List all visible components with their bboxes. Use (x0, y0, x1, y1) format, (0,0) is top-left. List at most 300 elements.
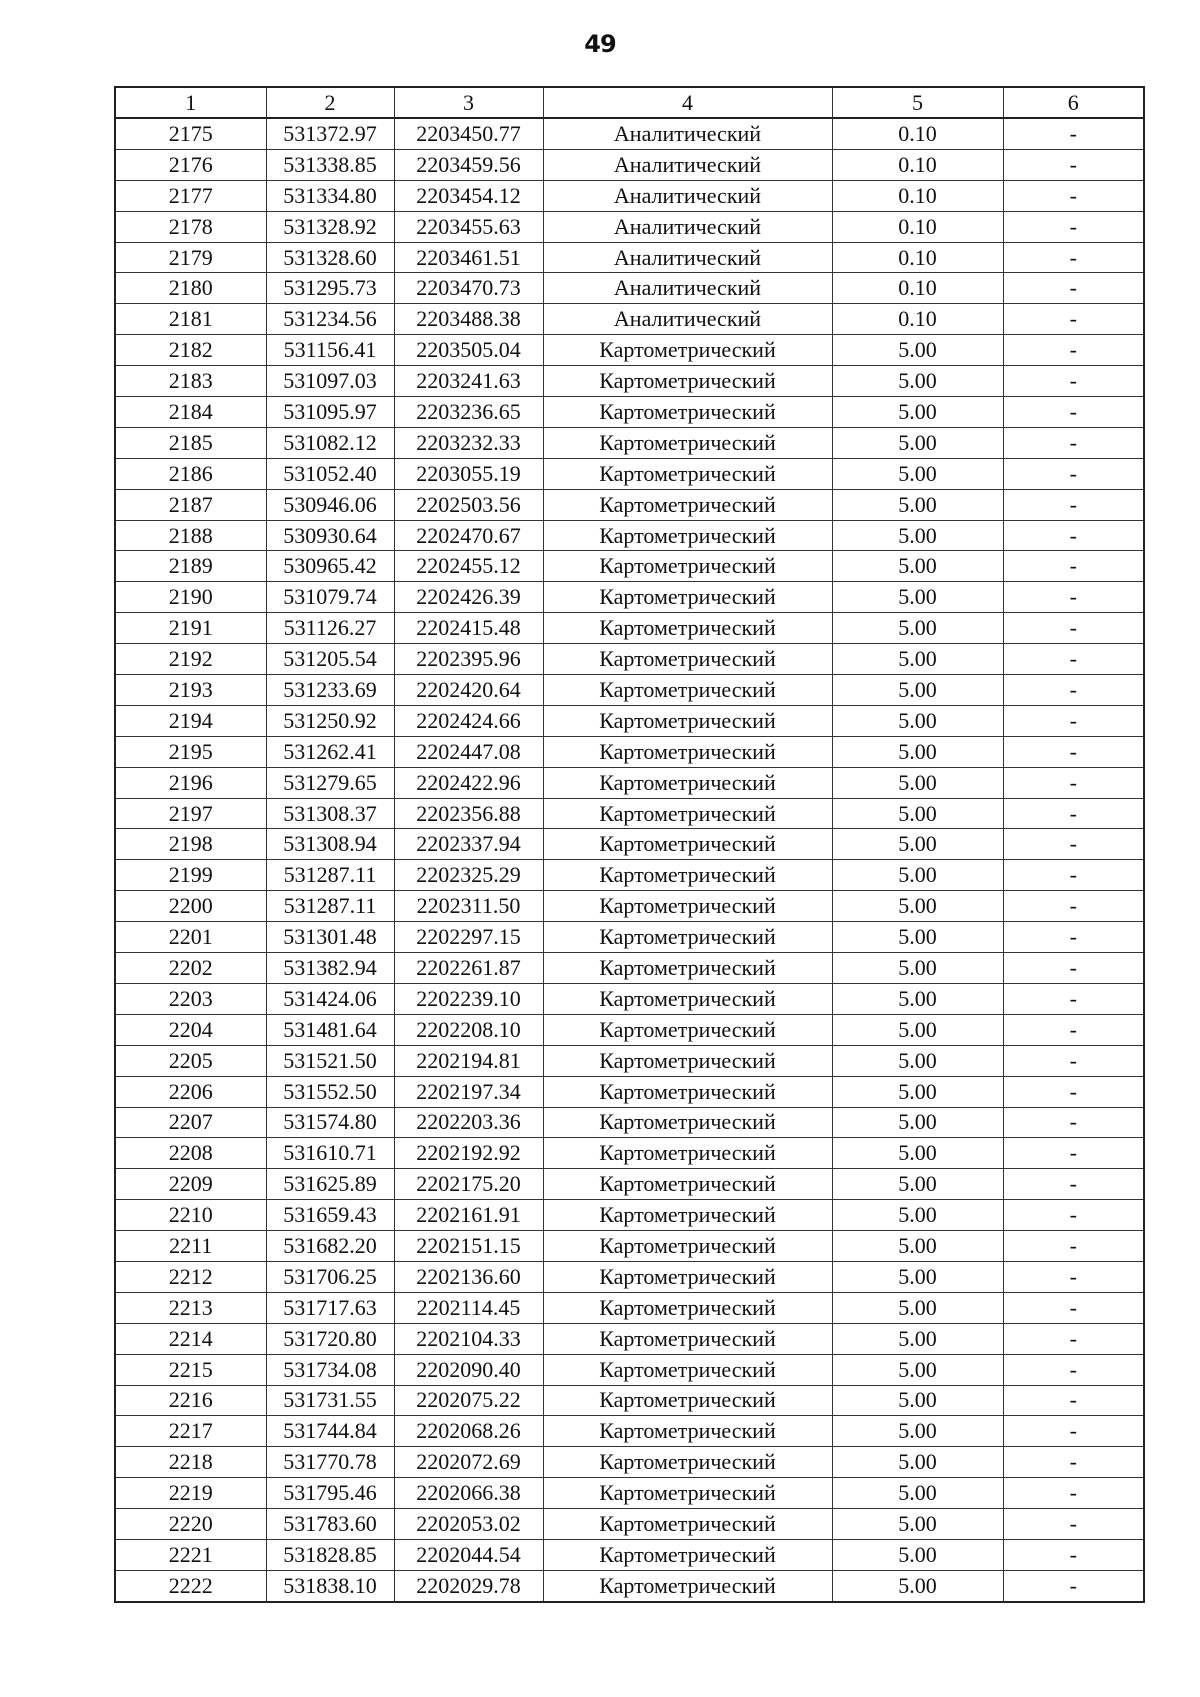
accuracy-cell: 5.00 (832, 1354, 1003, 1385)
accuracy-cell: 5.00 (832, 860, 1003, 891)
y-coordinate-cell: 2202325.29 (394, 860, 543, 891)
table-row (115, 458, 1144, 489)
y-coordinate-cell: 2202239.10 (394, 983, 543, 1014)
y-coordinate-cell: 2202044.54 (394, 1539, 543, 1570)
table-row (115, 1200, 1144, 1231)
accuracy-cell: 5.00 (832, 1231, 1003, 1262)
point-number-cell: 2219 (115, 1478, 266, 1509)
accuracy-cell: 0.10 (832, 242, 1003, 273)
x-coordinate-cell: 531828.85 (266, 1539, 394, 1570)
method-cell: Картометрический (543, 1292, 832, 1323)
method-cell: Картометрический (543, 1323, 832, 1354)
y-coordinate-cell: 2202415.48 (394, 613, 543, 644)
note-cell: - (1003, 242, 1144, 273)
method-cell: Аналитический (543, 118, 832, 149)
table-row (115, 551, 1144, 582)
x-coordinate-cell: 531095.97 (266, 397, 394, 428)
table-row (115, 1045, 1144, 1076)
y-coordinate-cell: 2203488.38 (394, 304, 543, 335)
table-row (115, 1138, 1144, 1169)
method-cell: Картометрический (543, 366, 832, 397)
x-coordinate-cell: 531328.60 (266, 242, 394, 273)
y-coordinate-cell: 2202311.50 (394, 891, 543, 922)
x-coordinate-cell: 531338.85 (266, 149, 394, 180)
note-cell: - (1003, 1261, 1144, 1292)
point-number-cell: 2179 (115, 242, 266, 273)
accuracy-cell: 5.00 (832, 798, 1003, 829)
note-cell: - (1003, 582, 1144, 613)
point-number-cell: 2187 (115, 489, 266, 520)
table-row (115, 983, 1144, 1014)
x-coordinate-cell: 530965.42 (266, 551, 394, 582)
method-cell: Аналитический (543, 149, 832, 180)
method-cell: Картометрический (543, 798, 832, 829)
note-cell: - (1003, 1231, 1144, 1262)
method-cell: Картометрический (543, 736, 832, 767)
method-cell: Картометрический (543, 922, 832, 953)
method-cell: Картометрический (543, 1107, 832, 1138)
note-cell: - (1003, 1323, 1144, 1354)
x-coordinate-cell: 531481.64 (266, 1014, 394, 1045)
table-row (115, 1292, 1144, 1323)
method-cell: Картометрический (543, 1570, 832, 1601)
note-cell: - (1003, 1385, 1144, 1416)
note-cell: - (1003, 1076, 1144, 1107)
note-cell: - (1003, 1014, 1144, 1045)
table-row (115, 1385, 1144, 1416)
point-number-cell: 2207 (115, 1107, 266, 1138)
column-header: 2 (266, 87, 394, 118)
point-number-cell: 2183 (115, 366, 266, 397)
table-row (115, 335, 1144, 366)
accuracy-cell: 5.00 (832, 551, 1003, 582)
point-number-cell: 2182 (115, 335, 266, 366)
table-row (115, 767, 1144, 798)
table-row (115, 211, 1144, 242)
method-cell: Картометрический (543, 489, 832, 520)
point-number-cell: 2192 (115, 644, 266, 675)
table-row (115, 582, 1144, 613)
table-header (115, 87, 1144, 118)
table-row (115, 1107, 1144, 1138)
note-cell: - (1003, 1416, 1144, 1447)
x-coordinate-cell: 531770.78 (266, 1447, 394, 1478)
table-row (115, 705, 1144, 736)
point-number-cell: 2197 (115, 798, 266, 829)
x-coordinate-cell: 531372.97 (266, 118, 394, 149)
method-cell: Картометрический (543, 1076, 832, 1107)
y-coordinate-cell: 2203232.33 (394, 427, 543, 458)
method-cell: Картометрический (543, 705, 832, 736)
accuracy-cell: 5.00 (832, 489, 1003, 520)
table-row (115, 1509, 1144, 1540)
note-cell: - (1003, 1478, 1144, 1509)
method-cell: Картометрический (543, 1014, 832, 1045)
table-row (115, 1231, 1144, 1262)
accuracy-cell: 5.00 (832, 1261, 1003, 1292)
table-row (115, 1447, 1144, 1478)
method-cell: Картометрический (543, 1416, 832, 1447)
table-row (115, 1416, 1144, 1447)
accuracy-cell: 5.00 (832, 922, 1003, 953)
y-coordinate-cell: 2202420.64 (394, 675, 543, 706)
note-cell: - (1003, 1509, 1144, 1540)
table-row (115, 922, 1144, 953)
point-number-cell: 2196 (115, 767, 266, 798)
table-row (115, 613, 1144, 644)
note-cell: - (1003, 458, 1144, 489)
point-number-cell: 2205 (115, 1045, 266, 1076)
method-cell: Картометрический (543, 675, 832, 706)
method-cell: Картометрический (543, 1169, 832, 1200)
x-coordinate-cell: 531295.73 (266, 273, 394, 304)
y-coordinate-cell: 2202261.87 (394, 953, 543, 984)
y-coordinate-cell: 2202297.15 (394, 922, 543, 953)
note-cell: - (1003, 1138, 1144, 1169)
x-coordinate-cell: 531205.54 (266, 644, 394, 675)
x-coordinate-cell: 531250.92 (266, 705, 394, 736)
table-row (115, 304, 1144, 335)
x-coordinate-cell: 531156.41 (266, 335, 394, 366)
method-cell: Картометрический (543, 427, 832, 458)
method-cell: Аналитический (543, 304, 832, 335)
accuracy-cell: 5.00 (832, 829, 1003, 860)
point-number-cell: 2189 (115, 551, 266, 582)
y-coordinate-cell: 2203236.65 (394, 397, 543, 428)
y-coordinate-cell: 2202066.38 (394, 1478, 543, 1509)
y-coordinate-cell: 2202470.67 (394, 520, 543, 551)
method-cell: Картометрический (543, 397, 832, 428)
x-coordinate-cell: 531574.80 (266, 1107, 394, 1138)
accuracy-cell: 5.00 (832, 644, 1003, 675)
x-coordinate-cell: 531552.50 (266, 1076, 394, 1107)
note-cell: - (1003, 273, 1144, 304)
table-row (115, 736, 1144, 767)
table-row (115, 520, 1144, 551)
method-cell: Аналитический (543, 273, 832, 304)
note-cell: - (1003, 1447, 1144, 1478)
x-coordinate-cell: 531731.55 (266, 1385, 394, 1416)
table-row (115, 273, 1144, 304)
x-coordinate-cell: 531744.84 (266, 1416, 394, 1447)
column-header: 1 (115, 87, 266, 118)
y-coordinate-cell: 2202447.08 (394, 736, 543, 767)
table-row (115, 1014, 1144, 1045)
method-cell: Картометрический (543, 458, 832, 489)
method-cell: Картометрический (543, 582, 832, 613)
method-cell: Картометрический (543, 1261, 832, 1292)
x-coordinate-cell: 531521.50 (266, 1045, 394, 1076)
point-number-cell: 2194 (115, 705, 266, 736)
point-number-cell: 2202 (115, 953, 266, 984)
point-number-cell: 2222 (115, 1570, 266, 1601)
note-cell: - (1003, 149, 1144, 180)
point-number-cell: 2178 (115, 211, 266, 242)
table-row (115, 798, 1144, 829)
note-cell: - (1003, 1570, 1144, 1601)
note-cell: - (1003, 118, 1144, 149)
note-cell: - (1003, 1200, 1144, 1231)
y-coordinate-cell: 2202455.12 (394, 551, 543, 582)
x-coordinate-cell: 531625.89 (266, 1169, 394, 1200)
method-cell: Аналитический (543, 211, 832, 242)
point-number-cell: 2176 (115, 149, 266, 180)
accuracy-cell: 5.00 (832, 767, 1003, 798)
point-number-cell: 2180 (115, 273, 266, 304)
table-row (115, 427, 1144, 458)
y-coordinate-cell: 2202072.69 (394, 1447, 543, 1478)
accuracy-cell: 5.00 (832, 1323, 1003, 1354)
column-header: 4 (543, 87, 832, 118)
accuracy-cell: 5.00 (832, 1447, 1003, 1478)
accuracy-cell: 5.00 (832, 397, 1003, 428)
point-number-cell: 2201 (115, 922, 266, 953)
y-coordinate-cell: 2203450.77 (394, 118, 543, 149)
x-coordinate-cell: 531328.92 (266, 211, 394, 242)
y-coordinate-cell: 2202194.81 (394, 1045, 543, 1076)
accuracy-cell: 5.00 (832, 983, 1003, 1014)
y-coordinate-cell: 2203454.12 (394, 180, 543, 211)
x-coordinate-cell: 531838.10 (266, 1570, 394, 1601)
point-number-cell: 2193 (115, 675, 266, 706)
method-cell: Картометрический (543, 1447, 832, 1478)
y-coordinate-cell: 2202068.26 (394, 1416, 543, 1447)
table-row (115, 489, 1144, 520)
method-cell: Картометрический (543, 829, 832, 860)
y-coordinate-cell: 2202192.92 (394, 1138, 543, 1169)
table-body (115, 118, 1144, 1602)
x-coordinate-cell: 531720.80 (266, 1323, 394, 1354)
accuracy-cell: 5.00 (832, 613, 1003, 644)
x-coordinate-cell: 531233.69 (266, 675, 394, 706)
note-cell: - (1003, 1539, 1144, 1570)
point-number-cell: 2212 (115, 1261, 266, 1292)
accuracy-cell: 5.00 (832, 1014, 1003, 1045)
note-cell: - (1003, 1169, 1144, 1200)
y-coordinate-cell: 2202503.56 (394, 489, 543, 520)
note-cell: - (1003, 1107, 1144, 1138)
y-coordinate-cell: 2203055.19 (394, 458, 543, 489)
table-row (115, 242, 1144, 273)
point-number-cell: 2186 (115, 458, 266, 489)
x-coordinate-cell: 531079.74 (266, 582, 394, 613)
table-row (115, 675, 1144, 706)
point-number-cell: 2181 (115, 304, 266, 335)
header-row (115, 87, 1144, 118)
x-coordinate-cell: 531334.80 (266, 180, 394, 211)
method-cell: Картометрический (543, 335, 832, 366)
x-coordinate-cell: 531082.12 (266, 427, 394, 458)
x-coordinate-cell: 531783.60 (266, 1509, 394, 1540)
x-coordinate-cell: 531706.25 (266, 1261, 394, 1292)
accuracy-cell: 0.10 (832, 180, 1003, 211)
accuracy-cell: 5.00 (832, 1169, 1003, 1200)
note-cell: - (1003, 520, 1144, 551)
x-coordinate-cell: 531279.65 (266, 767, 394, 798)
y-coordinate-cell: 2203459.56 (394, 149, 543, 180)
y-coordinate-cell: 2203505.04 (394, 335, 543, 366)
y-coordinate-cell: 2202356.88 (394, 798, 543, 829)
table-row (115, 829, 1144, 860)
note-cell: - (1003, 922, 1144, 953)
point-number-cell: 2211 (115, 1231, 266, 1262)
y-coordinate-cell: 2202161.91 (394, 1200, 543, 1231)
x-coordinate-cell: 531610.71 (266, 1138, 394, 1169)
accuracy-cell: 0.10 (832, 118, 1003, 149)
table-row (115, 366, 1144, 397)
table-row (115, 1539, 1144, 1570)
x-coordinate-cell: 531052.40 (266, 458, 394, 489)
x-coordinate-cell: 531262.41 (266, 736, 394, 767)
point-number-cell: 2208 (115, 1138, 266, 1169)
accuracy-cell: 5.00 (832, 736, 1003, 767)
method-cell: Картометрический (543, 1509, 832, 1540)
y-coordinate-cell: 2202175.20 (394, 1169, 543, 1200)
point-number-cell: 2204 (115, 1014, 266, 1045)
y-coordinate-cell: 2202104.33 (394, 1323, 543, 1354)
x-coordinate-cell: 530930.64 (266, 520, 394, 551)
note-cell: - (1003, 983, 1144, 1014)
x-coordinate-cell: 531382.94 (266, 953, 394, 984)
x-coordinate-cell: 531287.11 (266, 891, 394, 922)
y-coordinate-cell: 2202424.66 (394, 705, 543, 736)
note-cell: - (1003, 397, 1144, 428)
method-cell: Картометрический (543, 953, 832, 984)
table-row (115, 1076, 1144, 1107)
method-cell: Картометрический (543, 1539, 832, 1570)
table-row (115, 1261, 1144, 1292)
table-row (115, 644, 1144, 675)
method-cell: Аналитический (543, 242, 832, 273)
method-cell: Аналитический (543, 180, 832, 211)
point-number-cell: 2215 (115, 1354, 266, 1385)
y-coordinate-cell: 2202136.60 (394, 1261, 543, 1292)
y-coordinate-cell: 2202203.36 (394, 1107, 543, 1138)
point-number-cell: 2209 (115, 1169, 266, 1200)
accuracy-cell: 5.00 (832, 1045, 1003, 1076)
method-cell: Картометрический (543, 644, 832, 675)
point-number-cell: 2198 (115, 829, 266, 860)
note-cell: - (1003, 1045, 1144, 1076)
accuracy-cell: 5.00 (832, 1200, 1003, 1231)
note-cell: - (1003, 860, 1144, 891)
accuracy-cell: 5.00 (832, 1509, 1003, 1540)
table-row (115, 1323, 1144, 1354)
note-cell: - (1003, 705, 1144, 736)
accuracy-cell: 5.00 (832, 335, 1003, 366)
note-cell: - (1003, 211, 1144, 242)
accuracy-cell: 5.00 (832, 1076, 1003, 1107)
note-cell: - (1003, 335, 1144, 366)
method-cell: Картометрический (543, 983, 832, 1014)
method-cell: Картометрический (543, 1354, 832, 1385)
point-number-cell: 2206 (115, 1076, 266, 1107)
method-cell: Картометрический (543, 1045, 832, 1076)
note-cell: - (1003, 551, 1144, 582)
accuracy-cell: 5.00 (832, 427, 1003, 458)
accuracy-cell: 5.00 (832, 1478, 1003, 1509)
y-coordinate-cell: 2202426.39 (394, 582, 543, 613)
y-coordinate-cell: 2202197.34 (394, 1076, 543, 1107)
method-cell: Картометрический (543, 1231, 832, 1262)
point-number-cell: 2200 (115, 891, 266, 922)
note-cell: - (1003, 953, 1144, 984)
page-number: 49 (584, 30, 616, 58)
note-cell: - (1003, 304, 1144, 335)
table-row (115, 118, 1144, 149)
x-coordinate-cell: 531097.03 (266, 366, 394, 397)
point-number-cell: 2175 (115, 118, 266, 149)
point-number-cell: 2195 (115, 736, 266, 767)
accuracy-cell: 5.00 (832, 1570, 1003, 1601)
accuracy-cell: 5.00 (832, 366, 1003, 397)
note-cell: - (1003, 1292, 1144, 1323)
note-cell: - (1003, 427, 1144, 458)
method-cell: Картометрический (543, 1478, 832, 1509)
x-coordinate-cell: 531659.43 (266, 1200, 394, 1231)
y-coordinate-cell: 2202075.22 (394, 1385, 543, 1416)
point-number-cell: 2199 (115, 860, 266, 891)
y-coordinate-cell: 2203470.73 (394, 273, 543, 304)
x-coordinate-cell: 531301.48 (266, 922, 394, 953)
accuracy-cell: 5.00 (832, 520, 1003, 551)
accuracy-cell: 5.00 (832, 953, 1003, 984)
method-cell: Картометрический (543, 520, 832, 551)
table-row (115, 1169, 1144, 1200)
x-coordinate-cell: 531308.94 (266, 829, 394, 860)
note-cell: - (1003, 1354, 1144, 1385)
x-coordinate-cell: 531234.56 (266, 304, 394, 335)
point-number-cell: 2203 (115, 983, 266, 1014)
accuracy-cell: 5.00 (832, 458, 1003, 489)
note-cell: - (1003, 613, 1144, 644)
accuracy-cell: 5.00 (832, 1138, 1003, 1169)
method-cell: Картометрический (543, 1385, 832, 1416)
accuracy-cell: 5.00 (832, 705, 1003, 736)
accuracy-cell: 0.10 (832, 273, 1003, 304)
note-cell: - (1003, 891, 1144, 922)
note-cell: - (1003, 366, 1144, 397)
accuracy-cell: 5.00 (832, 1292, 1003, 1323)
point-number-cell: 2218 (115, 1447, 266, 1478)
x-coordinate-cell: 531734.08 (266, 1354, 394, 1385)
accuracy-cell: 0.10 (832, 304, 1003, 335)
y-coordinate-cell: 2202337.94 (394, 829, 543, 860)
x-coordinate-cell: 530946.06 (266, 489, 394, 520)
y-coordinate-cell: 2202422.96 (394, 767, 543, 798)
y-coordinate-cell: 2202395.96 (394, 644, 543, 675)
accuracy-cell: 0.10 (832, 149, 1003, 180)
column-header: 5 (832, 87, 1003, 118)
accuracy-cell: 5.00 (832, 675, 1003, 706)
x-coordinate-cell: 531126.27 (266, 613, 394, 644)
point-number-cell: 2213 (115, 1292, 266, 1323)
table-row (115, 860, 1144, 891)
y-coordinate-cell: 2202029.78 (394, 1570, 543, 1601)
y-coordinate-cell: 2202208.10 (394, 1014, 543, 1045)
y-coordinate-cell: 2203241.63 (394, 366, 543, 397)
point-number-cell: 2221 (115, 1539, 266, 1570)
x-coordinate-cell: 531308.37 (266, 798, 394, 829)
y-coordinate-cell: 2202053.02 (394, 1509, 543, 1540)
note-cell: - (1003, 767, 1144, 798)
table-row (115, 149, 1144, 180)
note-cell: - (1003, 675, 1144, 706)
y-coordinate-cell: 2202114.45 (394, 1292, 543, 1323)
y-coordinate-cell: 2202151.15 (394, 1231, 543, 1262)
note-cell: - (1003, 180, 1144, 211)
method-cell: Картометрический (543, 1138, 832, 1169)
